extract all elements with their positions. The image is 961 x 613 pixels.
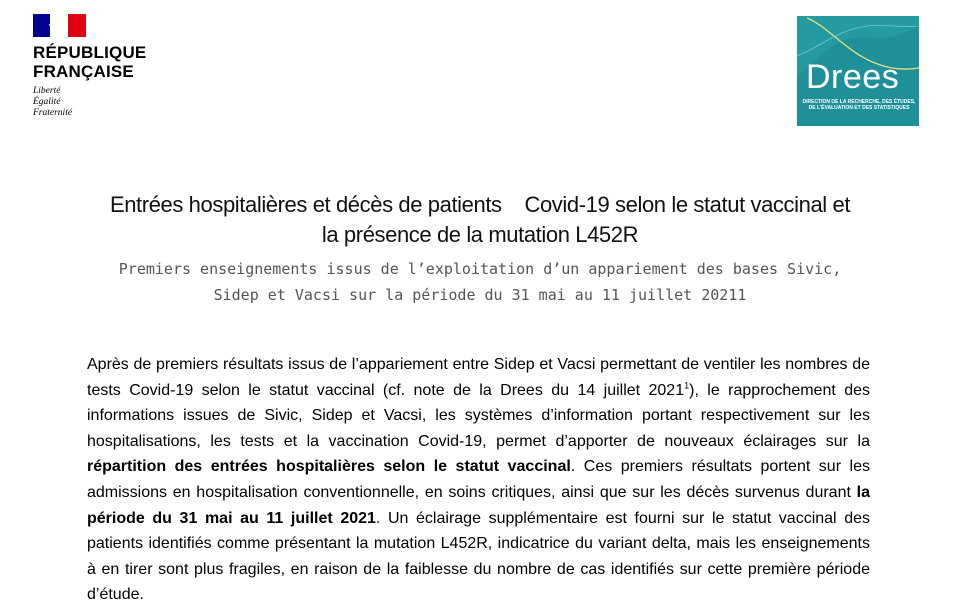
republique-name (33, 43, 146, 81)
motto-liberte: Liberté (33, 86, 61, 96)
drees-subtitle-line1: DIRECTION DE LA RECHERCHE, DES ÉTUDES, (802, 99, 916, 105)
para-text-3: . Ces premiers résultats portent sur les admissions en hospitalisation conventionnelle, en soins critiques, ainsi que sur les décès survenus durant (87, 458, 871, 501)
document-title (40, 190, 920, 250)
motto-fraternite: Fraternité (33, 108, 73, 118)
para-text-4: . Un éclairage supplémentaire est fourni sur le statut vaccinal des patients identifiés comme présentant la mutation L452R, indicatrice du variant delta, mais les enseignements à en tirer sont plus fragiles, en raison de la faiblesse du nombre de cas identifiés sur cette première période d’étude. (87, 509, 871, 604)
document-subtitle-line1: Premiers enseignements issus de l’exploitation d’un appariement des bases Sivic, (118, 260, 842, 278)
document-title-line1: Entrées hospitalières et décès de patients Covid-19 selon le statut vaccinal et (109, 192, 851, 217)
para-bold-1: répartition des entrées hospitalières selon le statut vaccinal (87, 458, 571, 476)
intro-paragraph (87, 352, 870, 608)
republique-motto (33, 86, 146, 119)
document-title-line2: la présence de la mutation L452R (321, 222, 639, 247)
motto-egalite: Égalité (33, 97, 61, 107)
document-subtitle (40, 256, 920, 308)
republique-francaise-logo (33, 14, 146, 119)
para-text-2: ), le rapprochement des informations issues de Sivic, Sidep et Vacsi, les systèmes d’information portant respectivement sur les hospitalisations, les tests et la vaccination Covid-19, permet d’apporter de nouveaux éclairages sur la (87, 381, 870, 450)
drees-subtitle (801, 99, 917, 111)
document-subtitle-line2: Sidep et Vacsi sur la période du 31 mai au 11 juillet 20211 (213, 286, 747, 304)
drees-subtitle-line2: DE L'ÉVALUATION ET DES STATISTIQUES (808, 105, 910, 111)
republique-name-line1: RÉPUBLIQUE (33, 43, 147, 62)
marianne-flag-icon (33, 14, 86, 37)
para-bold-2: la période du 31 mai au 11 juillet 2021 (87, 483, 870, 527)
republique-name-line2: FRANÇAISE (33, 62, 134, 81)
drees-wordmark: Drees (806, 58, 900, 96)
footnote-ref[interactable]: 1 (684, 380, 690, 391)
marianne-profile-icon (47, 16, 69, 36)
para-text-1: Après de premiers résultats issus de l’appariement entre Sidep et Vacsi permettant de ventiler les nombres de tests Covid-19 selon le statut vaccinal (cf. note de la Drees du 14 juillet 2021 (87, 356, 870, 399)
drees-logo (797, 16, 919, 126)
